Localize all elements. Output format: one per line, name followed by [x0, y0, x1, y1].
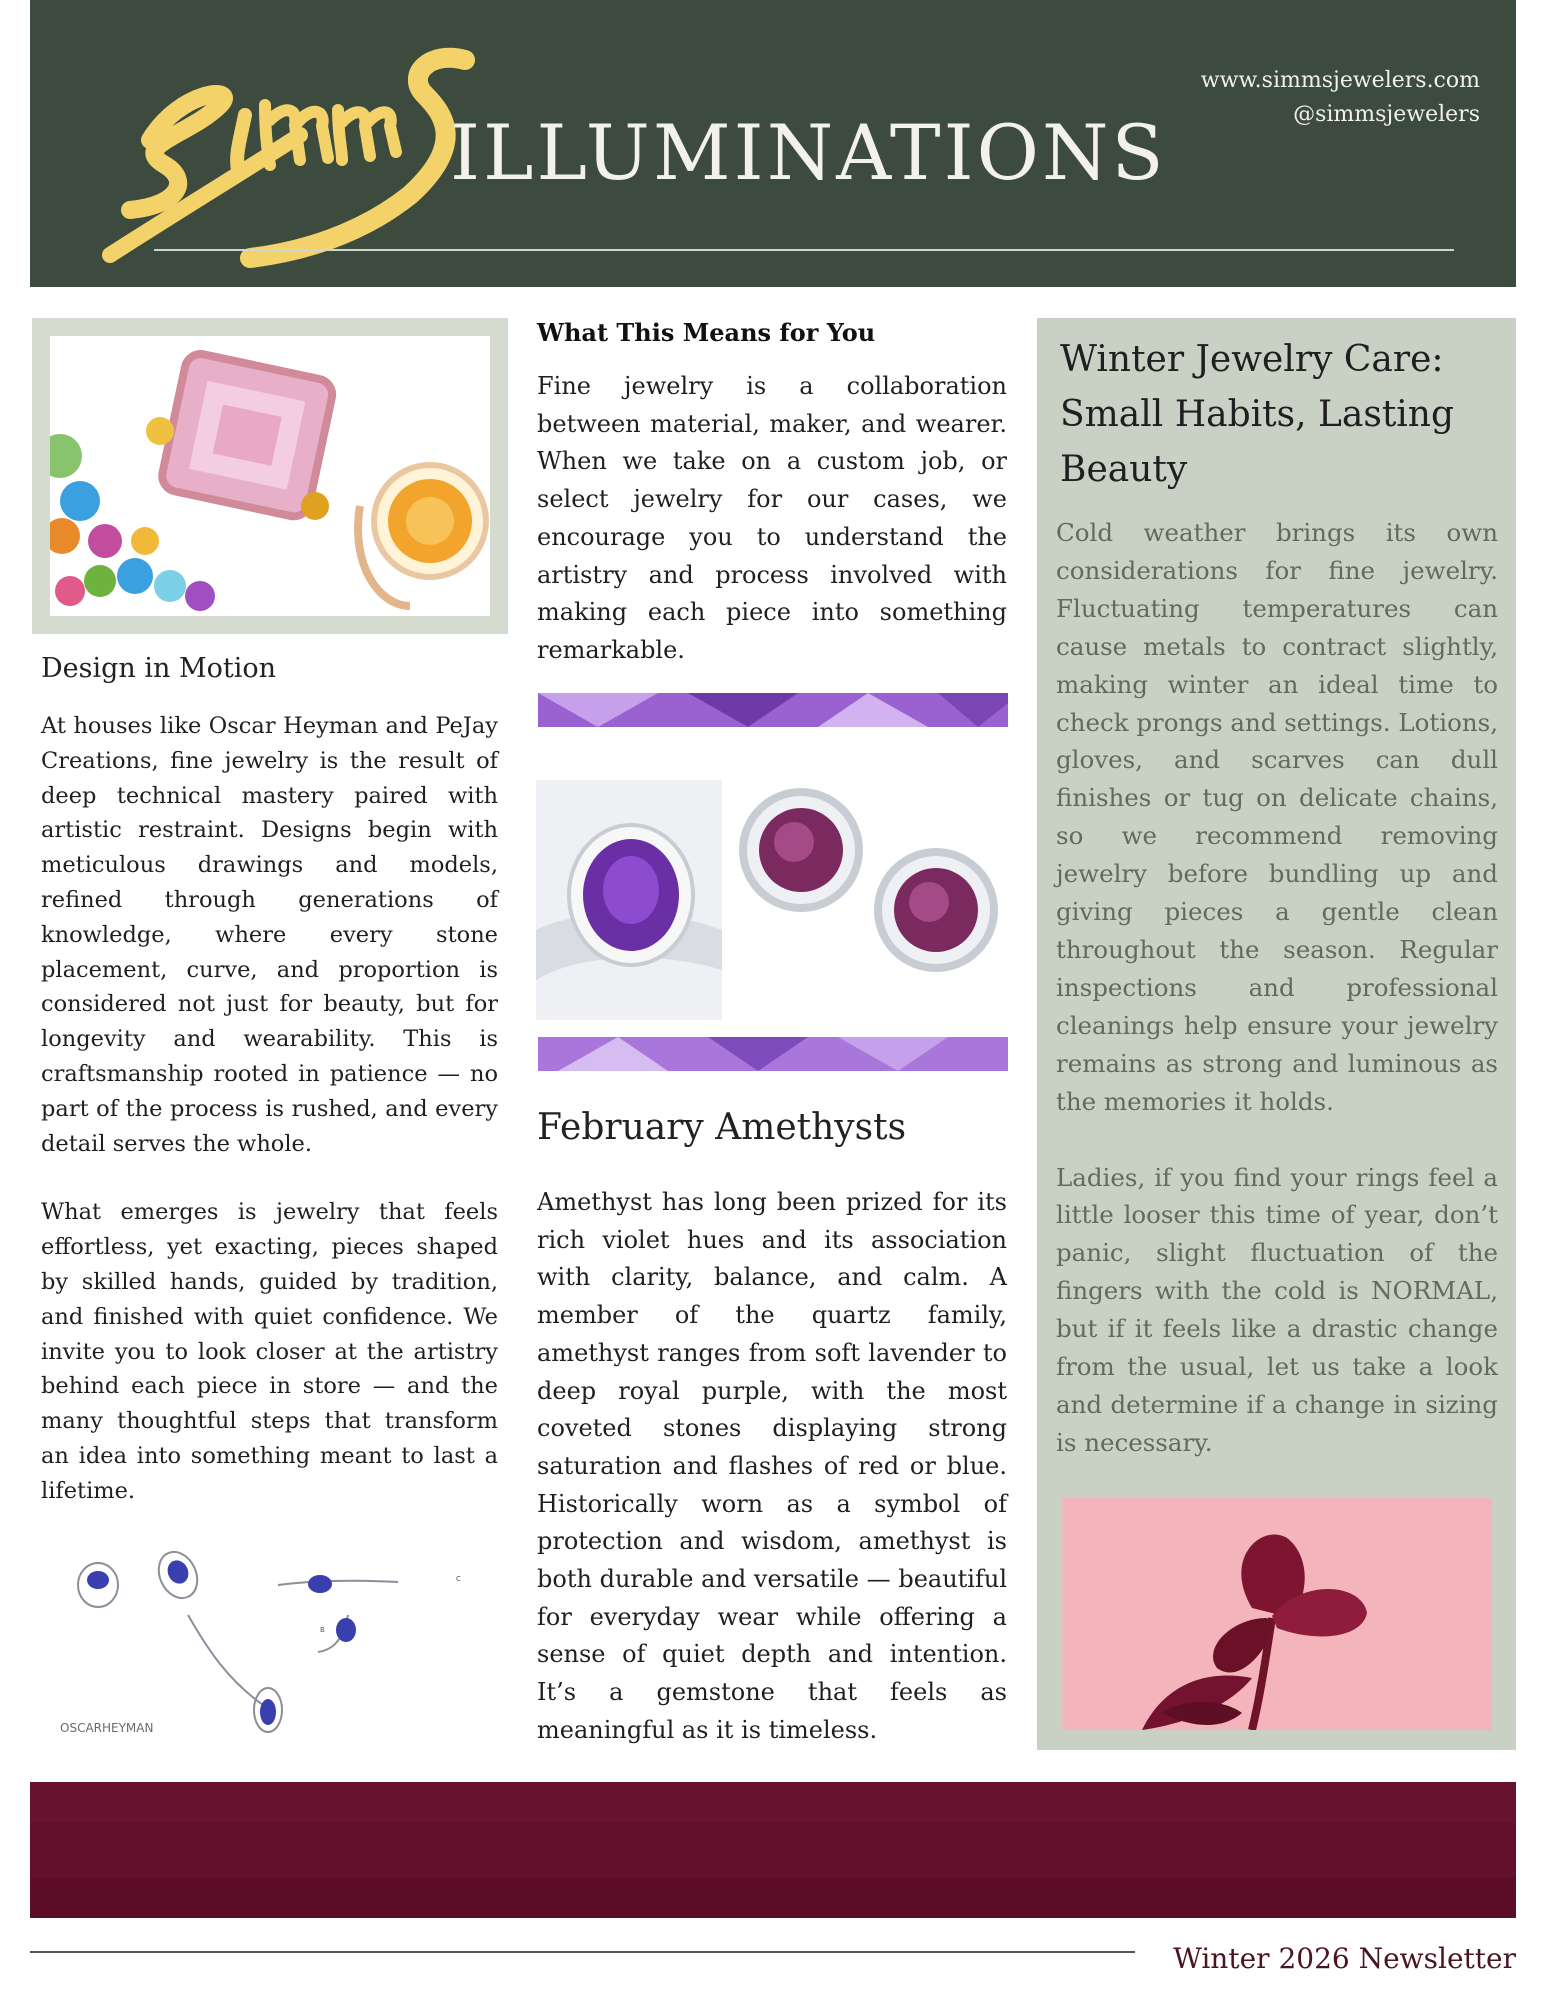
amethyst-strip-top: [538, 693, 1008, 727]
edition-label: Winter 2026 Newsletter: [1173, 1942, 1516, 1975]
simms-logo: [70, 30, 490, 270]
amethyst-heading: February Amethysts: [537, 1107, 907, 1148]
flower-photo: [1062, 1498, 1492, 1730]
sketch-caption: OSCARHEYMAN: [60, 1721, 154, 1735]
meaning-text: Fine jewelry is a collaboration between material, maker, and wearer. When we take on a custom job, or select jewelry for our cases, we encourage you to understand the artistry and process involved with making each piece into something remarkable.: [537, 372, 1007, 664]
gemstone-rings-image: [50, 336, 490, 616]
masthead-title: ILLUMINATIONS: [450, 108, 1167, 197]
design-paragraph-1: At houses like Oscar Heyman and PeJay Creations, fine jewelry is the result of deep technical mastery paired with artistic restraint. Designs begin with meticulous drawings and models, refined through generations of knowledge, where every stone placement, curve, and proportion is considered not just for beauty, but for longevity and wearability. This is craftsmanship rooted in patience — no part of the process is rushed, and every detail serves the whole.: [41, 713, 498, 1157]
jewelry-photo: [50, 336, 490, 616]
care-article: [1056, 514, 1498, 1500]
header-divider: [154, 249, 1454, 251]
care-paragraph-2: Ladies, if you find your rings feel a little looser this time of year, don’t panic, slight fluctuation of the fingers with the cold is NORMAL, but if it feels like a drastic change from the usual, let us take a look and determine if a change in sizing is necessary.: [1056, 1162, 1498, 1457]
amethyst-strip-bottom: [538, 1037, 1008, 1071]
design-heading: Design in Motion: [41, 653, 277, 684]
contact-block: [1201, 64, 1480, 132]
care-heading: Winter Jewelry Care: Small Habits, Lasting Beauty: [1060, 339, 1455, 490]
amethyst-jewelry-image: [536, 780, 1010, 1020]
jewelry-photo-frame: [32, 318, 508, 634]
red-flower-image: [1062, 1498, 1492, 1730]
footer-divider: [30, 1951, 1135, 1953]
design-article: [41, 709, 498, 1543]
sketch-label-b: B: [320, 1626, 325, 1634]
website-link[interactable]: www.simmsjewelers.com: [1200, 68, 1480, 93]
oscar-heyman-sketch: [58, 1540, 478, 1740]
social-handle[interactable]: @simmsjewelers: [1293, 102, 1480, 127]
design-paragraph-2: What emerges is jewelry that feels effortless, yet exacting, pieces shaped by skilled hands, guided by tradition, and finished with quiet confidence. We invite you to look closer at the artistry behind each piece in store — and the many thoughtful steps that transform an idea into something meant to last a lifetime.: [41, 1199, 498, 1504]
winter-care-sidebar: [1037, 318, 1516, 1750]
header-banner: [30, 0, 1516, 287]
care-paragraph-1: Cold weather brings its own considerations for fine jewelry. Fluctuating temperatures can cause metals to contract slightly, making winter an ideal time to check prongs and settings. Lotions, gloves, and scarves can dull finishes or tug on delicate chains, so we recommend removing jewelry before bundling up and giving pieces a gentle clean throughout the season. Regular inspections and professional cleanings help ensure your jewelry remains as strong and luminous as the memories it holds.: [1056, 518, 1498, 1116]
footer-band: [30, 1782, 1516, 1918]
amethyst-text: Amethyst has long been prized for its rich violet hues and its association with clarity, balance, and calm. A member of the quartz family, amethyst ranges from soft lavender to deep royal purple, with the most coveted stones displaying strong saturation and flashes of red or blue. Historically worn as a symbol of protection and wisdom, amethyst is both durable and versatile — beautiful for everyday wear while offering a sense of quiet depth and intention. It’s a gemstone that feels as meaningful as it is timeless.: [537, 1188, 1007, 1744]
meaning-heading: What This Means for You: [537, 318, 876, 347]
sketch-label-c: C: [456, 1575, 461, 1583]
